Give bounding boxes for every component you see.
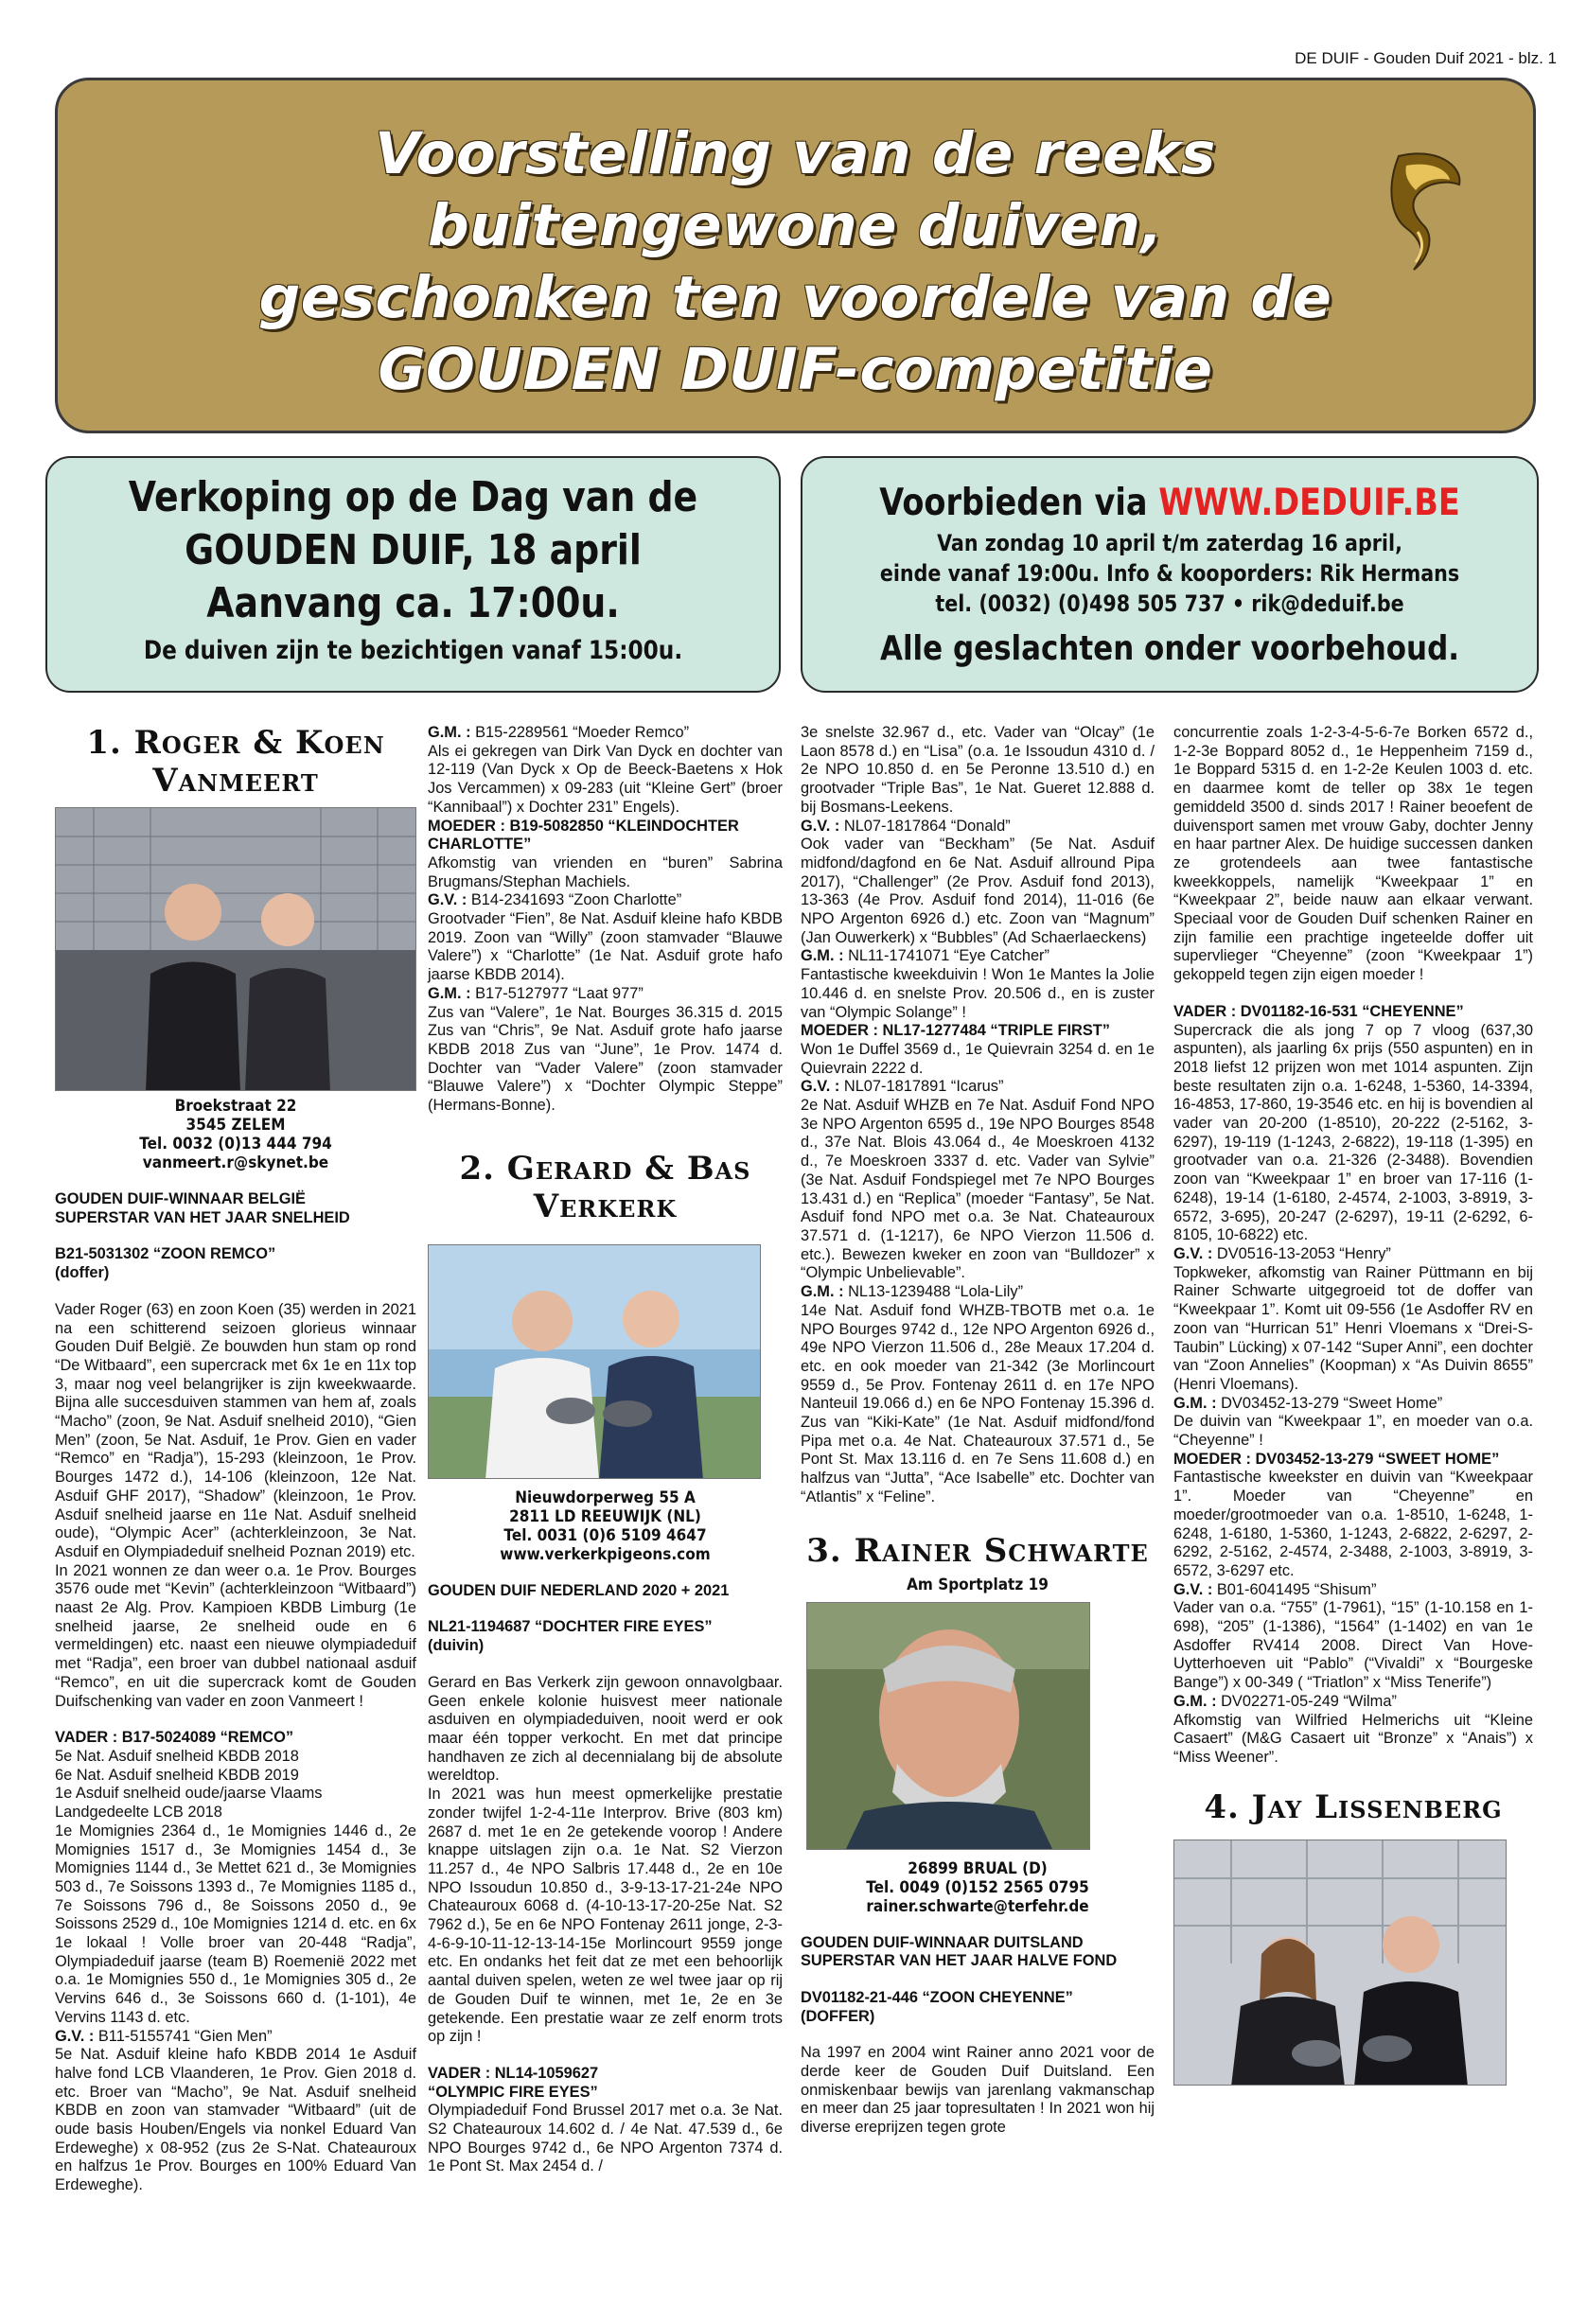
sale-line-3: Aanvang ca. 17:00u. <box>206 579 620 627</box>
award-heading: SUPERSTAR VAN HET JAAR SNELHEID <box>55 1208 350 1226</box>
body-paragraph: Fantastische kweekduivin ! Won 1e Mantes la Jolie 10.446 d. en snelste Prov. 20.506 d., en is zuster van “Olympic Solange” ! <box>801 966 1155 1021</box>
banner-line-4: GOUDEN DUIF-competitie <box>378 336 1213 403</box>
pedigree-text: DV03452-13-279 “Sweet Home” <box>1221 1394 1443 1412</box>
address-line: Tel. 0032 (0)13 444 794 <box>139 1135 332 1153</box>
section-title-schwarte: 3. Rainer Schwarte <box>806 1531 1149 1570</box>
body-paragraph: Won 1e Duffel 3569 d., 1e Quievrain 3254 d. en 1e Quievrain 2222 d. <box>801 1040 1155 1077</box>
body-paragraph: Na 1997 en 2004 wint Rainer anno 2021 voor de derde keer de Gouden Duif Duitsland. Een onmiskenbaar bewijs van jarenlang vakmanschap en meer dan 25 jaar topresultaten ! In 2021 won hij diverse ereprijzen tegen grote <box>801 2044 1155 2137</box>
pedigree-heading: “OLYMPIC FIRE EYES” <box>428 2083 598 2101</box>
pedigree-label: G.M. : <box>801 1283 849 1301</box>
section-title-line-2: Verkerk <box>533 1187 678 1225</box>
body-paragraph: Supercrack die als jong 7 op 7 vloog (637,30 aspunten), als jaarling 6x prijs (550 aspunten) en in 2018 liefst 12 prijzen won met 1014 aspunten. Zijn beste resultaten zijn o.a. 1-6248, 1-5360, 14-3394, 16-4853, 17-860, 19-3546 etc. en hij is bovendien al vader van 20-200 (1-8510), 20-222 (2-5162, 3-6297), 19-119 (1-1243, 2-6822), 19-118 (1-395) en grootvader van o.a. 21-326 (2-3488). Bovendien zoon van “Kweekpaar 1” en broer van 17-116 (1-6248), 19-14 (1-6180, 2-4574, 2-1003, 3-8919, 3-6572, 3-695), 20-247 (2-6297), 19-11 (2-6292, 6-8105, 10-6822) etc. <box>1173 1021 1533 1244</box>
photo-verkerk <box>428 1244 761 1479</box>
award-heading: SUPERSTAR VAN HET JAAR HALVE FOND <box>801 1952 1118 1970</box>
section-title-lissenberg: 4. Jay Lissenberg <box>1204 1787 1503 1826</box>
pedigree-text: B14-2341693 “Zoon Charlotte” <box>470 891 682 909</box>
body-paragraph: Topkweker, afkomstig van Rainer Püttmann en bij Rainer Schwarte uitgegroeid tot de doffer van “Kweekpaar 1”. Komt uit 09-556 (1e Asdoffer RV en zoon van “Hurrican 51” Henri Vloemans x “Drei-S-Taubin” Lücking) x 07-142 “Super Anni”, een dochter van “Zoon Annelies” (Koopman) x “As Duivin 8655” (Henri Vloemans). <box>1173 1263 1533 1393</box>
section-title-vanmeert <box>55 724 416 800</box>
bid-line-4: tel. (0032) (0)498 505 737 • rik@deduif.be <box>935 590 1404 617</box>
body-paragraph: Grootvader “Fien”, 8e Nat. Asduif kleine hafo KBDB 2019. Zoon van “Willy” (zoon stamvader “Blauwe Valere”) x “Charlotte” (1e Nat. Asduif grote hafo jaarse KBDB 2014). <box>428 910 783 984</box>
pedigree-text: NL11-1741071 “Eye Catcher” <box>848 947 1049 965</box>
pedigree-text: NL07-1817891 “Icarus” <box>843 1078 1004 1096</box>
award-heading: GOUDEN DUIF-WINNAAR DUITSLAND <box>801 1933 1084 1951</box>
pedigree-label: G.V. : <box>801 1078 844 1096</box>
section-title-line-2: Vanmeert <box>152 762 319 800</box>
bid-prefix: Voorbieden via <box>879 482 1159 524</box>
pedigree-label: G.M. : <box>1173 1692 1222 1710</box>
body-paragraph: 1e Momignies 2364 d., 1e Momignies 1446 d., 2e Momignies 1517 d., 3e Momignies 1454 d., 3e Momignies 1144 d., 3e Mettet 621 d., 3e Momignies 503 d., 7e Soissons 1393 d., 7e Momignies 1185 d., 7e Soissons 796 d., 8e Soissons 2050 d., 9e Soissons 2529 d., 10e Momignies 1214 d. etc. en 6x 1e lokaal ! Volle broer van 20-448 “Radja”, Olympiadeduif jaarse (team B) Roemenië 2022 met o.a. 1e Momignies 550 d., 1e Momignies 305 d., 2e Vervins 646 d., 3e Soissons 660 d. (1-101), 4e Vervins 1143 d. etc. <box>55 1822 416 2026</box>
body-paragraph: 3e snelste 32.967 d., etc. Vader van “Olcay” (1e Laon 8578 d.) en “Lisa” (o.a. 1e Issoudun 4310 d. / 2e NPO 10.850 d. en 5e Peronne 13.510 d.) en grootvader “Triple Bas”, 1e Nat. Gueret 12.888 d. bij Bosmans-Leekens. <box>801 724 1155 816</box>
body-paragraph: Vader van o.a. “755” (1-7961), “15” (1-10.158 en 1-698), “205” (1-1386), “1564” (1-1402) en van 1e Asdoffer RV414 2008. Direct Van Hove-Uytterhoeven uit “Pablo” (“Vivaldi” x “Bourgeske Bange”) x 00-349 ( “Triatlon” x “Miss Tenerife”) <box>1173 1599 1533 1692</box>
body-paragraph: Ook vader van “Beckham” (5e Nat. Asduif midfond/dagfond en 6e Nat. Asduif allround Pipa 2017), “Challenger” (2e Prov. Asduif fond 2013), 13-363 (4e Prov. Asduif fond 2014), 11-016 (6e NPO Argenton 6926 d.) etc. Zoon van “Magnum” (Jan Ouwerkerk) x “Bubbles” (Ad Schaerlaeckens) <box>801 836 1155 946</box>
ring-sex: (duivin) <box>428 1637 485 1655</box>
banner-line-3: geschonken ten voordele van de <box>258 264 1332 331</box>
body-paragraph: Gerard en Bas Verkerk zijn gewoon onnavolgbaar. Geen enkele kolonie huisvest meer nationale asduiven en olympiadeduiven, nooit werd er ook maar één topper verkocht. En met dat principe handhaven ze zich al decennialang bij de absolute wereldtop. <box>428 1673 783 1785</box>
address-schwarte <box>819 1859 1137 1916</box>
body-paragraph: concurrentie zoals 1-2-3-4-5-6-7e Borken 6572 d., 1-2-3e Boppard 8052 d., 1e Heppenheim 7159 d., 1e Boppard 5315 d. en 1-2-2e Keulen 1003 d. etc. en daarmee komt de teller op 38x 1e tegen gemiddeld 3500 d. sinds 2017 ! Rainer beoefent de duivensport samen met vrouw Gaby, dochter Jenny en haar partner Alex. De huidige successen danken ze grotendeels aan twee fantastische kweekkoppels, namelijk “Kweekpaar 1” en “Kweekpaar 2”, beide nauw aan elkaar verwant. Speciaal voor de Gouden Duif schenken Rainer en zijn familie een prachtige ingeteelde doffer uit supervlieger “Cheyenne” (zoon “Kweekpaar 1”) gekoppeld tegen zijn eigen moeder ! <box>1173 724 1533 984</box>
ring-sex: (DOFFER) <box>801 2007 875 2025</box>
photo-schwarte <box>806 1602 1090 1850</box>
address-line: Broekstraat 22 <box>174 1097 297 1116</box>
pedigree-entry <box>1173 1581 1533 1600</box>
page-info: DE DUIF - Gouden Duif 2021 - blz. 1 <box>1295 49 1557 67</box>
pedigree-label: G.M. : <box>1173 1394 1222 1412</box>
sale-line-1: Verkoping op de Dag van de <box>128 473 698 521</box>
body-paragraph: 5e Nat. Asduif kleine hafo KBDB 2014 1e Asduif halve fond LCB Vlaanderen, 1e Prov. Gien 2018 d. etc. Broer van “Macho”, 9e Nat. Asduif snelheid KBDB en zoon van stamvader “Witbaard” (uit de oude basis Houben/Engels via nonkel Eduard Van Erdeweghe) x 08-952 (zus 2e S-Nat. Chateauroux en halfzus 1e Prov. Bourges en 100% Eduard Van Erdeweghe). <box>55 2046 416 2194</box>
pedigree-heading: MOEDER : DV03452-13-279 “SWEET HOME” <box>1173 1450 1500 1468</box>
body-paragraph: In 2021 was hun meest opmerkelijke prestatie zonder twijfel 1-2-4-11e Interprov. Brive (803 km) 2687 d. met 1e en 2e getekende voorop ! Andere knappe uitslagen zijn o.a. 1e Nat. S2 Vierzon 11.257 d., 4e NPO Salbris 17.448 d., 2e en 10e NPO Issoudun 10.850 d., 3-9-13-17-21-24e NPO Chateauroux 6068 d. (4-10-13-17-20-25e Nat. S2 7962 d.), 5e en 6e NPO Fontenay 2611 jonge, 2-3-4-6-9-10-11-12-13-14-15e Morlincourt 9559 jonge etc. En ondanks het feit dat ze met een behoorlijk aantal duiven spelen, weten ze wel twee jaar op rij de Gouden Duif te winnen, met 1e, 2e en 3e getekende. Een prestatie waar ze zelf enorm trots op zijn ! <box>428 1786 783 2046</box>
pedigree-label: G.V. : <box>801 817 844 835</box>
photo-vanmeert <box>55 807 416 1091</box>
pedigree-heading: VADER : B17-5024089 “REMCO” <box>55 1729 294 1747</box>
body-paragraph: Als ei gekregen van Dirk Van Dyck en dochter van 12-119 (Van Dyck x Op de Beeck-Baetens x Hok Jos Vercammen) x 09-283 (uit “Kleine Gert” (broer “Kannibaal”) x Dochter 231” Engels). <box>428 742 783 816</box>
bid-info-box <box>801 456 1539 693</box>
pedigree-entry <box>1173 1395 1533 1414</box>
golden-pigeon-logo-icon <box>1380 137 1467 317</box>
body-paragraph: Zus van “Valere”, 1e Nat. Bourges 36.315 d. 2015 Zus van “Chris”, 9e Nat. Asduif grote hafo jaarse KBDB 2018 Zus van “June”, 1e Prov. 1474 d. Dochter van “Vader Valere” (zoon stamvader “Blauwe Valere”) x “Dochter Olympic Steppe” (Hermans-Bonne). <box>428 1003 783 1115</box>
ring-number: DV01182-21-446 “ZOON CHEYENNE” <box>801 1988 1073 2006</box>
pedigree-heading: MOEDER : NL17-1277484 “TRIPLE FIRST” <box>801 1022 1110 1040</box>
ring-sex: (doffer) <box>55 1264 110 1282</box>
section-title-line-1: 1. Roger & Koen <box>86 724 385 762</box>
address-line: 26899 BRUAL (D) <box>908 1858 1048 1878</box>
banner-line-2: buitengewone duiven, <box>427 192 1164 259</box>
pedigree-line: 5e Nat. Asduif snelheid KBDB 2018 <box>55 1747 299 1765</box>
pedigree-line: 1e Asduif snelheid oude/jaarse Vlaams Landgedeelte LCB 2018 <box>55 1785 323 1822</box>
address-line: Tel. 0031 (0)6 5109 4647 <box>503 1525 707 1545</box>
pedigree-label: G.V. : <box>55 2027 98 2045</box>
pedigree-label: G.M. : <box>428 984 476 1002</box>
body-paragraph: Afkomstig van vrienden en “buren” Sabrina Brugmans/Stephan Machiels. <box>428 854 783 890</box>
address-line: 3545 ZELEM <box>185 1116 286 1135</box>
photo-lissenberg <box>1173 1840 1507 2086</box>
pedigree-entry <box>801 1078 1155 1097</box>
bid-line-2: Van zondag 10 april t/m zaterdag 16 april, <box>937 530 1402 556</box>
award-heading: GOUDEN DUIF NEDERLAND 2020 + 2021 <box>428 1581 730 1599</box>
pedigree-label: G.M. : <box>428 724 476 741</box>
pedigree-heading: MOEDER : B19-5082850 “KLEINDOCHTER CHARLOTTE” <box>428 817 739 854</box>
address-line: rainer.schwarte@terfehr.de <box>866 1896 1089 1916</box>
pedigree-text: NL07-1817864 “Donald” <box>843 817 1011 835</box>
address-line: Nieuwdorperweg 55 A <box>515 1488 696 1507</box>
address-vanmeert <box>73 1097 398 1172</box>
pedigree-heading: VADER : DV01182-16-531 “CHEYENNE” <box>1173 1002 1464 1020</box>
address-top-schwarte: Am Sportplatz 19 <box>907 1575 1049 1594</box>
banner-line-1: Voorstelling van de reeks <box>375 120 1216 187</box>
pedigree-heading: VADER : NL14-1059627 <box>428 2064 599 2082</box>
body-paragraph: Olympiadeduif Fond Brussel 2017 met o.a. 3e Nat. S2 Chateauroux 14.602 d. / 4e Nat. 47.539 d., 6e NPO Bourges 9742 d., 6e NPO Argenton 7374 d. 1e Pont St. Max 2454 d. / <box>428 2102 783 2175</box>
pedigree-text: B15-2289561 “Moeder Remco” <box>475 724 690 741</box>
pedigree-text: DV02271-05-249 “Wilma” <box>1221 1692 1397 1710</box>
bid-line-5: Alle geslachten onder voorbehoud. <box>879 629 1459 668</box>
section-title-verkerk <box>428 1150 783 1225</box>
bid-line-1 <box>854 479 1485 528</box>
body-paragraph: Afkomstig van Wilfried Helmerichs uit “Kleine Casaert” (M&G Casaert uit “Bronze” x “Anais”) x “Miss Weener”. <box>1173 1711 1533 1766</box>
ring-number: NL21-1194687 “DOCHTER FIRE EYES” <box>428 1618 713 1636</box>
pedigree-entry <box>428 985 783 1004</box>
address-line: vanmeert.r@skynet.be <box>142 1153 329 1172</box>
body-paragraph: Vader Roger (63) en zoon Koen (35) werden in 2021 na een schitterend seizoen glorieus winnaar Gouden Duif België. Ze bouwden hun stam op rond “De Witbaard”, een supercrack met 6x 1e en 11x top 3, maar nog veel belangrijker is zijn kweekwaarde. Bijna alle succesduiven stammen van hem af, zoals “Macho” (zoon, 9e Nat. Asduif snelheid 2010), “Gien Men” (zoon, 5e Nat. Asduif, 1e Prov. Gien en vader “Remco” en “Radja”), 15-293 (kleinzoon, 1e Prov. Bourges 1472 d.), 14-106 (kleinzoon, 12e Nat. Asduif GHF 2017), “Shadow” (kleinzoon, 1e Prov. Asduif snelheid jaarse en 11e Nat. Asduif snelheid oude), “Olympic Acer” (achterkleinzoon, 3e Nat. Asduif en Olympiadeduif snelheid Poznan 2019) etc. <box>55 1300 416 1560</box>
pedigree-label: G.M. : <box>801 947 849 965</box>
column-1 <box>55 724 416 2195</box>
pedigree-label: G.V. : <box>428 891 471 909</box>
column-2 <box>428 724 783 2176</box>
address-line: 2811 LD REEUWIJK (NL) <box>509 1506 701 1526</box>
pedigree-entry <box>55 2028 416 2047</box>
body-paragraph: Fantastische kweekster en duivin van “Kweekpaar 1”. Moeder van “Cheyenne” en moeder/grootmoeder van o.a. 1-8510, 1-6248, 1-6248, 1-6180, 1-5360, 1-1243, 2-6822, 2-6297, 2-6292, 2-5162, 2-4574, 2-3488, 2-1003, 3-8919, 3-6572, 3-6297 etc. <box>1173 1469 1533 1579</box>
sale-info-box <box>45 456 781 693</box>
column-4 <box>1173 724 1533 2086</box>
column-3 <box>801 724 1155 2138</box>
website-link[interactable]: WWW.DEDUIF.BE <box>1158 482 1460 524</box>
title-banner <box>55 78 1536 433</box>
pedigree-text: B17-5127977 “Laat 977” <box>475 984 644 1002</box>
pedigree-text: DV0516-13-2053 “Henry” <box>1216 1244 1391 1262</box>
body-paragraph: De duivin van “Kweekpaar 1”, en moeder van o.a. “Cheyenne” ! <box>1173 1413 1533 1450</box>
sale-line-4: De duiven zijn te bezichtigen vanaf 15:00u. <box>143 636 683 665</box>
pedigree-entry <box>801 818 1155 836</box>
section-title-line-1: 2. Gerard & Bas <box>459 1149 751 1188</box>
ring-number: B21-5031302 “ZOON REMCO” <box>55 1245 276 1263</box>
pedigree-text: B01-6041495 “Shisum” <box>1216 1580 1377 1598</box>
pedigree-text: NL13-1239488 “Lola-Lily” <box>848 1283 1024 1301</box>
pedigree-entry <box>801 1283 1155 1302</box>
award-heading: GOUDEN DUIF-WINNAAR BELGIË <box>55 1190 306 1207</box>
body-paragraph: In 2021 wonnen ze dan weer o.a. 1e Prov. Bourges 3576 oude met “Kevin” (achterkleinzoon “Witbaard”) naast 2e Alg. Prov. Kampioen KBDB Limburg (1e snelheid jaarse, 2e snelheid oude en 6 vermeldingen) etc. naast een nieuwe olympiadeduif met “Radja”, een broer van dubbel nationaal asduif “Remco”, en uit die supercrack komt de Gouden Duifschenking van vader en zoon Vanmeert ! <box>55 1561 416 1710</box>
pedigree-entry <box>1173 1693 1533 1712</box>
pedigree-entry <box>801 947 1155 966</box>
body-paragraph: 2e Nat. Asduif WHZB en 7e Nat. Asduif Fond NPO 3e NPO Argenton 6595 d., 19e NPO Bourges 8548 d., 37e Nat. Blois 43.064 d., 4e Moeskroen 4132 d., 7e Moeskroen 3337 d. etc. Vader van Sylvie” (3e Nat. Asduif Fondspiegel met 7e NPO Bourges 13.431 d.) en “Replica” (moeder “Fantasy”, 5e Nat. Asduif fond NPO met o.a. 3e Nat. Chateauroux 37.571 d. (1-1217), 6e NPO Vierzon 11.506 d. etc.). Bewezen kweker en zoon van “Bulldozer” x “Olympic Unbelievable”. <box>801 1097 1155 1282</box>
sale-line-2: GOUDEN DUIF, 18 april <box>185 526 642 574</box>
pedigree-entry <box>1173 1245 1533 1264</box>
pedigree-label: G.V. : <box>1173 1244 1217 1262</box>
pedigree-line: 6e Nat. Asduif snelheid KBDB 2019 <box>55 1766 299 1784</box>
pedigree-label: G.V. : <box>1173 1580 1217 1598</box>
pedigree-text: B11-5155741 “Gien Men” <box>97 2027 273 2045</box>
pedigree-entry <box>428 891 783 910</box>
body-paragraph: 14e Nat. Asduif fond WHZB-TBOTB met o.a. 1e NPO Bourges 9742 d., 12e NPO Argenton 6926 d., 49e NPO Vierzon 11.506 d., 28e Meaux 17.204 d. etc. en ook moeder van 21-342 (3e Morlincourt 9559 d., 5e Prov. Fontenay 2611 d. en 17e NPO Nanteuil 19.066 d.) en 6e NPO Fontenay 15.396 d. Zus van “Kiki-Kate” (1e Nat. Asduif midfond/fond Pipa met o.a. 4e Nat. Chateauroux 37.571 d., 5e Pont St. Max 13.116 d. en 7e Sens 11.608 d.) en halfzus van “Jutta”, “Ace Isabelle” etc. Dochter van “Atlantis” x “Feline”. <box>801 1301 1155 1505</box>
pedigree-entry <box>428 724 783 743</box>
address-line: Tel. 0049 (0)152 2565 0795 <box>866 1877 1089 1897</box>
website-link[interactable]: www.verkerkpigeons.com <box>500 1544 711 1564</box>
address-verkerk <box>446 1488 766 1564</box>
bid-line-3: einde vanaf 19:00u. Info & kooporders: Rik Hermans <box>879 560 1460 587</box>
